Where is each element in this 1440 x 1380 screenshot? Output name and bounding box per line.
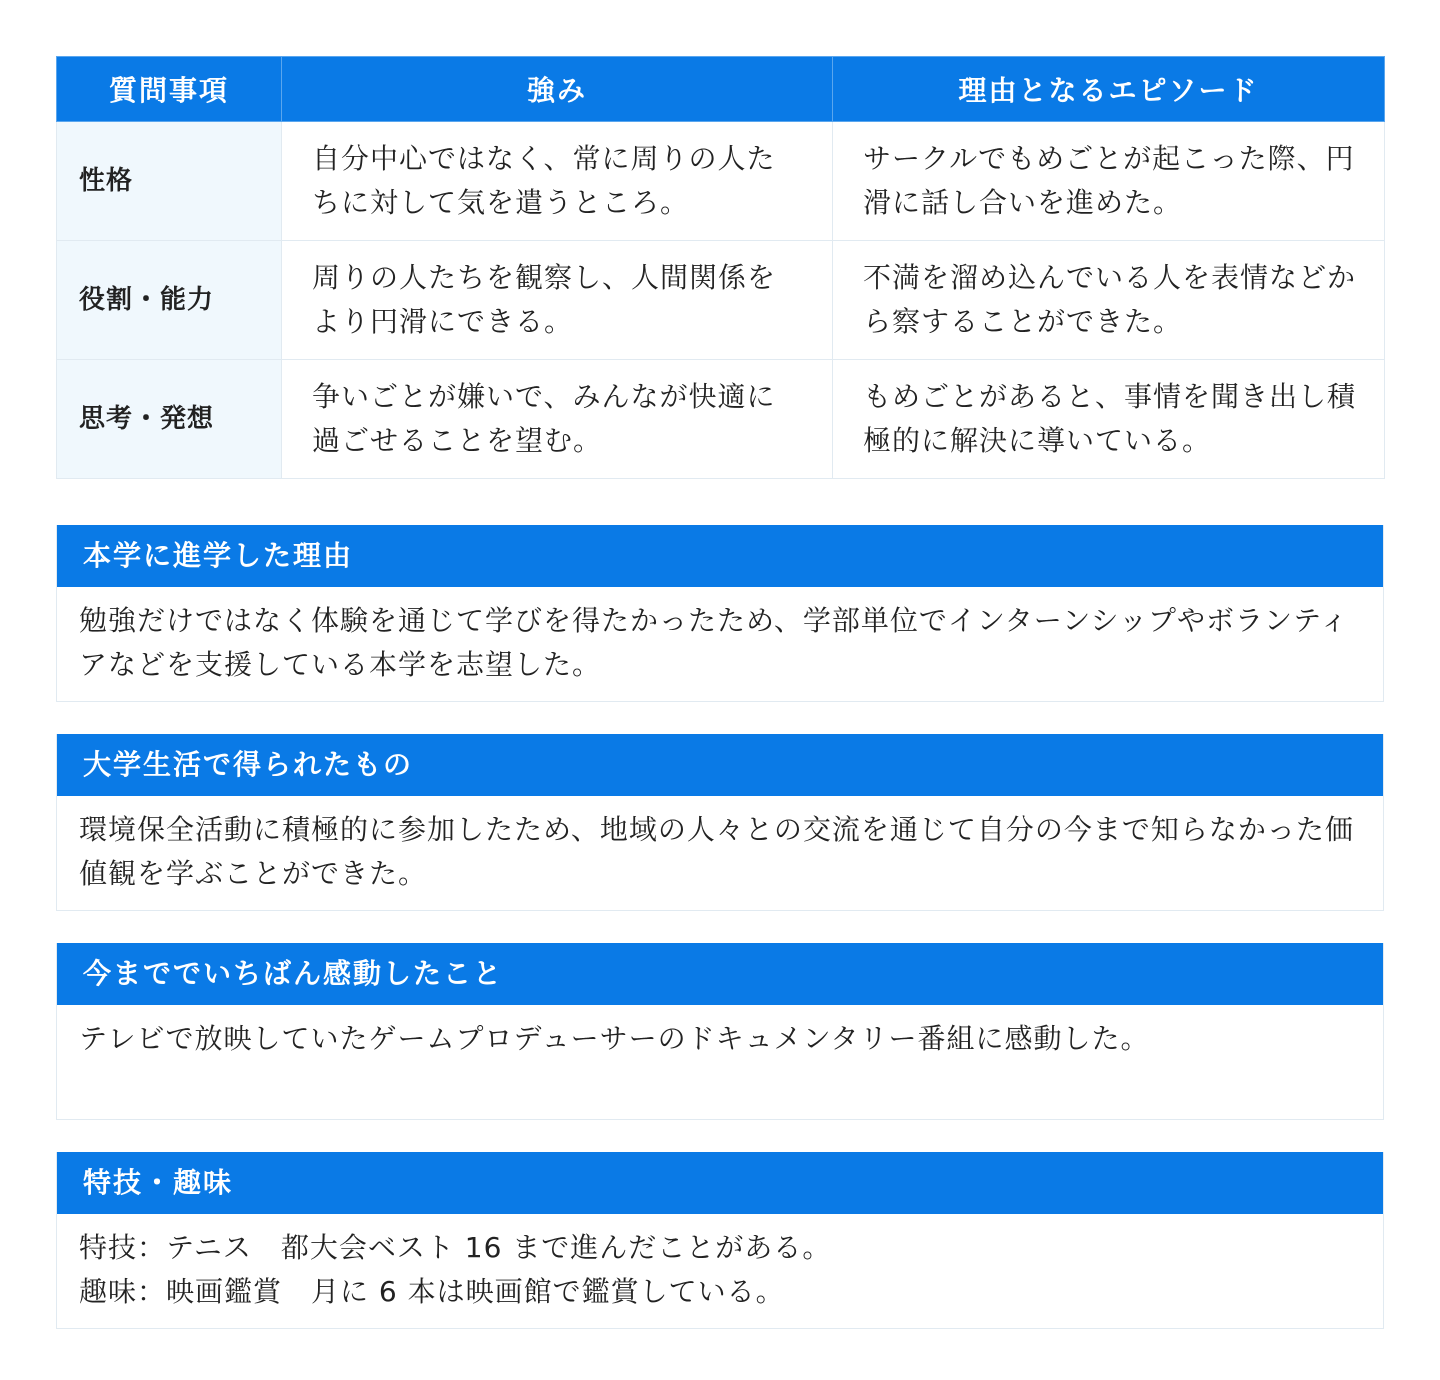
episode-cell: サークルでもめごとが起こった際、円滑に話し合いを進めた。	[833, 122, 1385, 241]
section-title: 特技・趣味	[57, 1152, 1383, 1214]
section-reason-for-enrollment	[56, 525, 1384, 702]
header-strength: 強み	[282, 57, 833, 122]
table-header-row	[57, 57, 1385, 122]
row-label: 思考・発想	[57, 360, 282, 479]
row-label: 性格	[57, 122, 282, 241]
self-analysis-table	[56, 56, 1385, 479]
section-gains-from-college	[56, 734, 1384, 911]
section-body	[57, 1214, 1383, 1328]
episode-cell: 不満を溜め込んでいる人を表情などから察することができた。	[833, 241, 1385, 360]
section-title: 大学生活で得られたもの	[57, 734, 1383, 796]
section-text: 環境保全活動に積極的に参加したため、地域の人々との交流を通じて自分の今まで知らなかった価値観を学ぶことができた。	[79, 813, 1354, 890]
section-body	[57, 1005, 1383, 1119]
row-label: 役割・能力	[57, 241, 282, 360]
table-row	[57, 360, 1385, 479]
hobby-line: 趣味：映画鑑賞 月に 6 本は映画館で鑑賞している。	[79, 1275, 785, 1308]
section-body	[57, 796, 1383, 910]
section-text: テレビで放映していたゲームプロデューサーのドキュメンタリー番組に感動した。	[79, 1022, 1150, 1055]
section-most-moving-experience	[56, 943, 1384, 1120]
section-body	[57, 587, 1383, 701]
section-title: 本学に進学した理由	[57, 525, 1383, 587]
table-row	[57, 122, 1385, 241]
section-skills-hobbies	[56, 1152, 1384, 1329]
profile-sheet	[56, 56, 1384, 1329]
table-row	[57, 241, 1385, 360]
section-text: 勉強だけではなく体験を通じて学びを得たかったため、学部単位でインターンシップやボランティアなどを支援している本学を志望した。	[79, 604, 1349, 681]
header-episode: 理由となるエピソード	[833, 57, 1385, 122]
strength-cell: 周りの人たちを観察し、人間関係をより円滑にできる。	[282, 241, 833, 360]
strength-cell: 自分中心ではなく、常に周りの人たちに対して気を遣うところ。	[282, 122, 833, 241]
skill-line: 特技：テニス 都大会ベスト 16 まで進んだことがある。	[79, 1231, 832, 1264]
section-title: 今まででいちばん感動したこと	[57, 943, 1383, 1005]
strength-cell: 争いごとが嫌いで、みんなが快適に過ごせることを望む。	[282, 360, 833, 479]
episode-cell: もめごとがあると、事情を聞き出し積極的に解決に導いている。	[833, 360, 1385, 479]
header-question: 質問事項	[57, 57, 282, 122]
